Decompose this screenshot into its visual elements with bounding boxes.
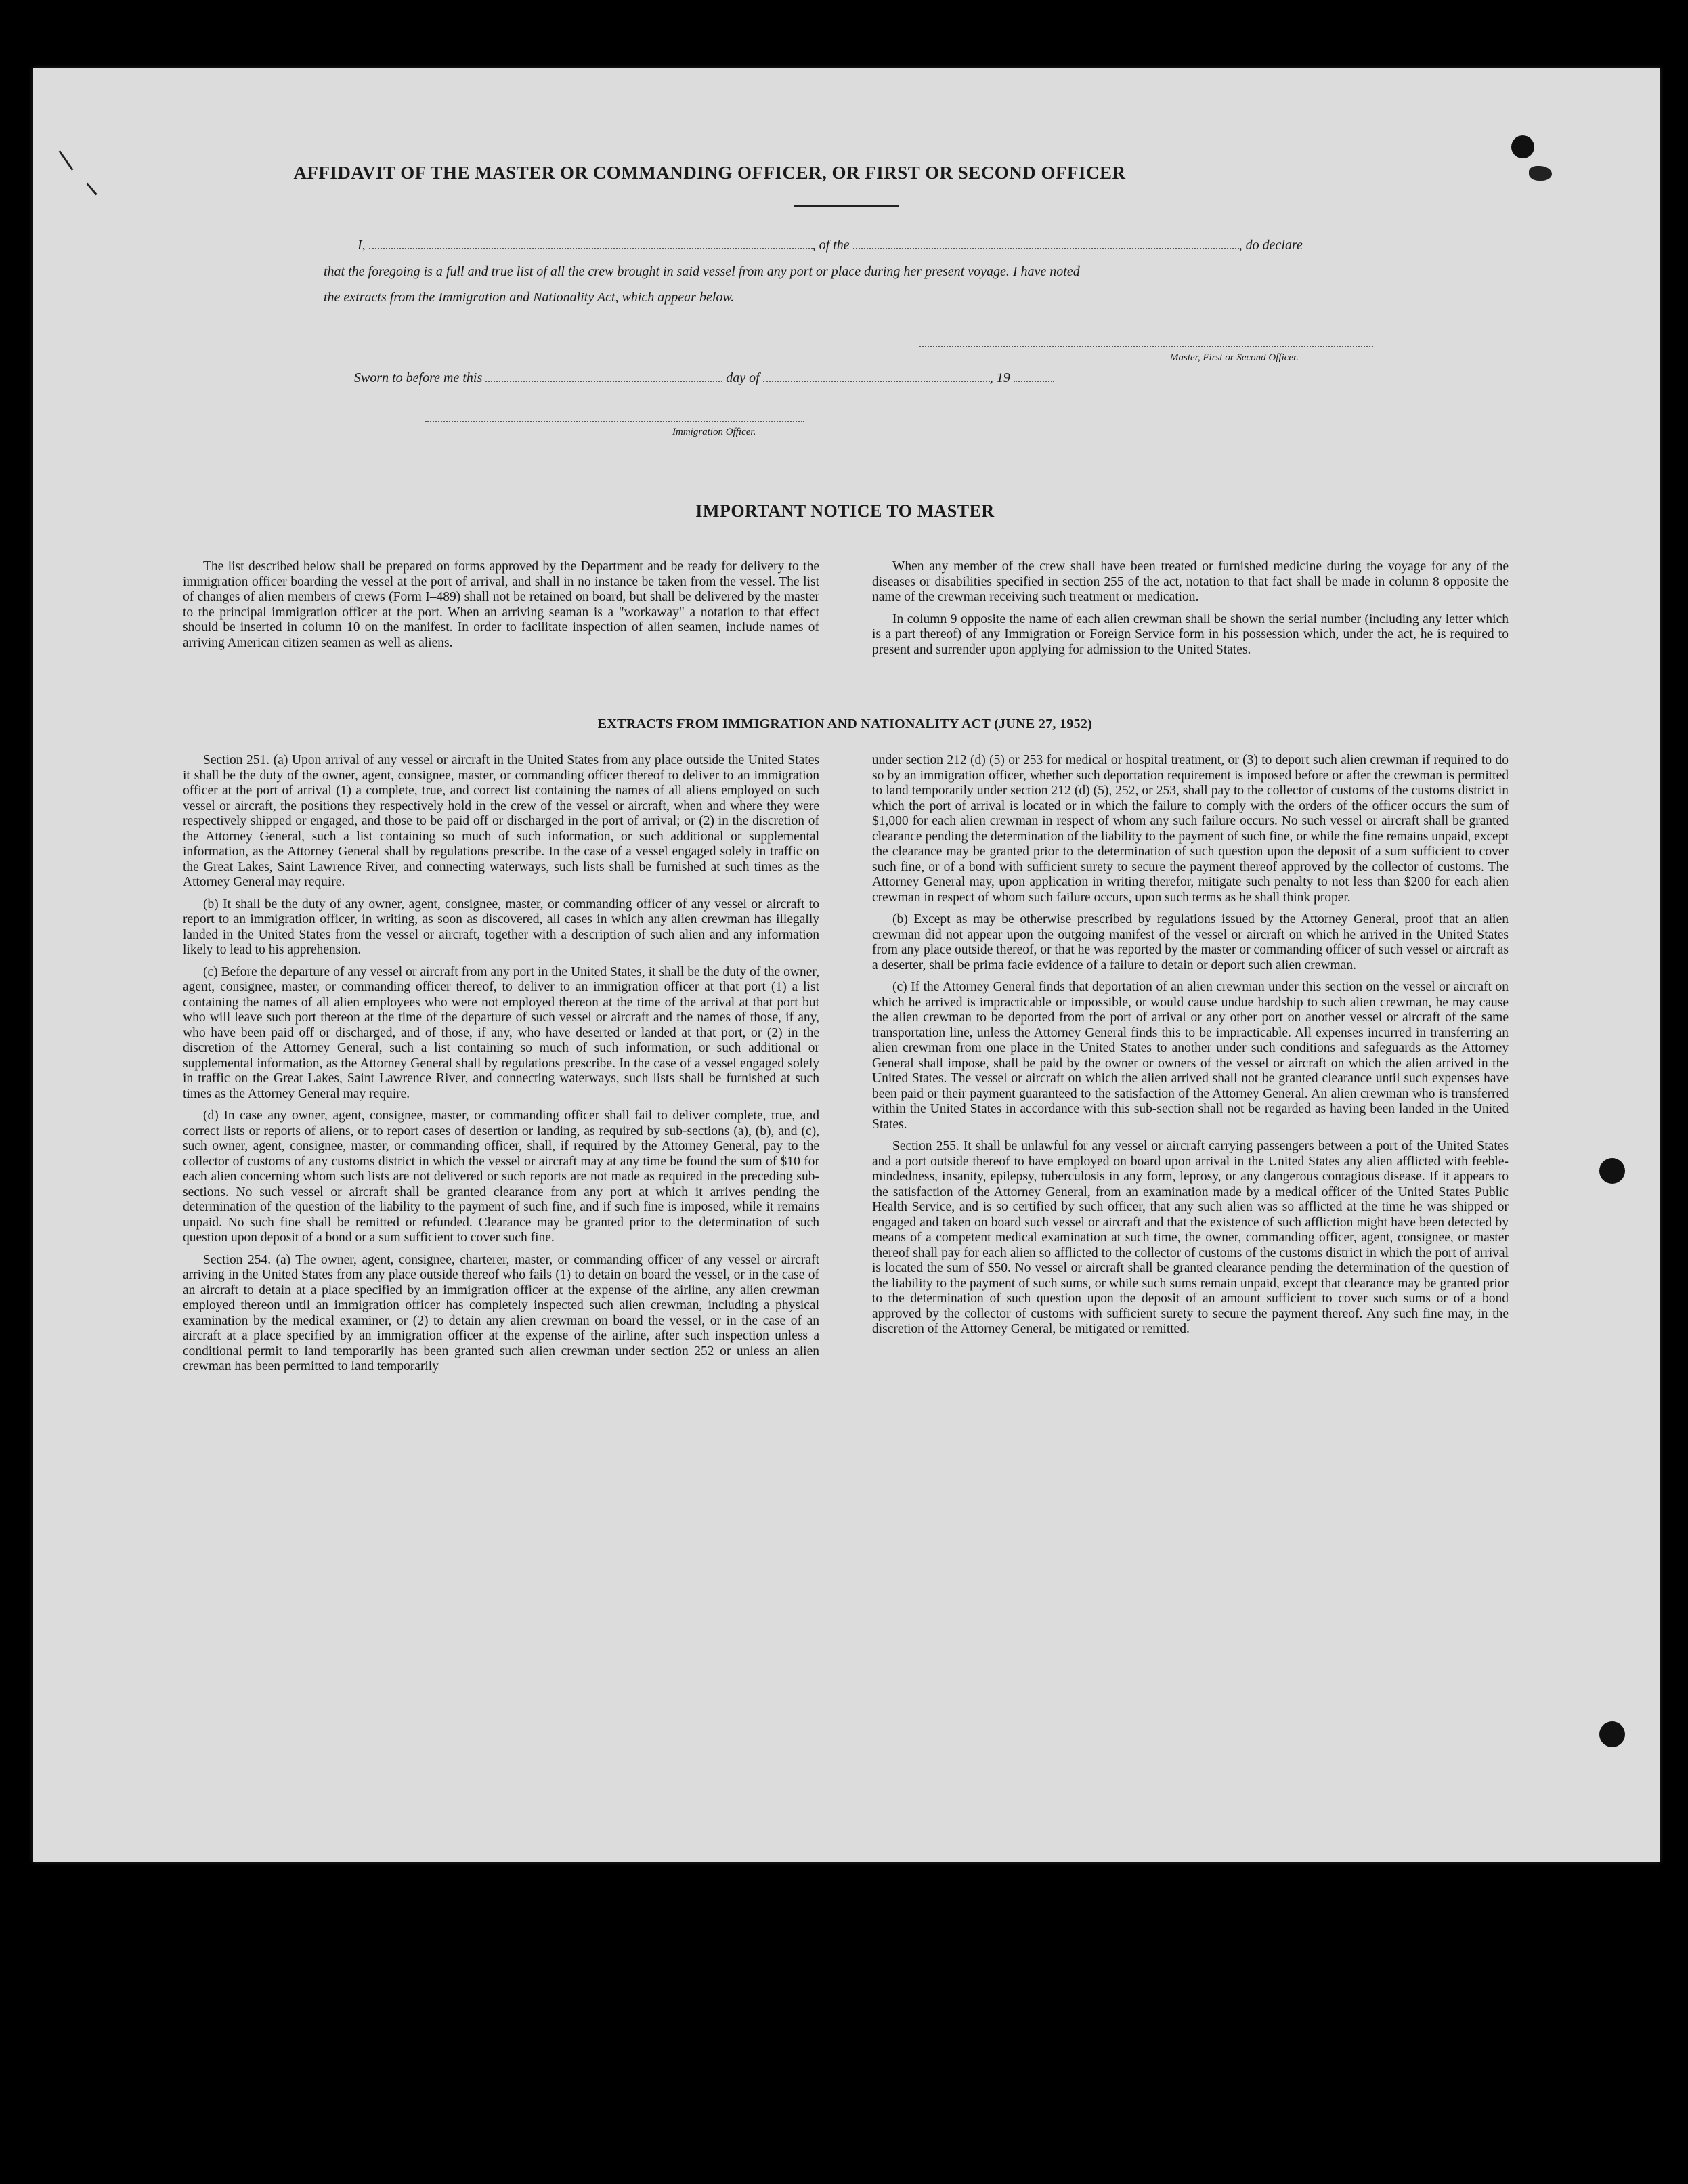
section-254-a: Section 254. (a) The owner, agent, consignee, charterer, master, or commanding officer of any vessel or aircraft arriving in the United States from any place outside thereof who fails (1) to detain on board the vessel, or in the case of an aircraft to detain at a place specified by an immigration officer at the expense of the airline, any alien crewman employed thereon until an immigration officer has completely inspected such alien crewman, including a physical examination by the medical examiner, or (2) to detain any alien crewman on board the vessel, or in the case of an aircraft at a place specified by an immigration officer at the expense of the airline, after such inspection unless a conditional permit to land temporarily has been granted such alien crewman under section 252 or unless an alien crewman has been permitted to land temporarily [183,1252,819,1373]
i-label: I, [358,238,366,253]
punch-hole-bottom [1599,1721,1625,1747]
notice-left-column [183,559,819,658]
notice-right-paragraph-2: In column 9 opposite the name of each alien crewman shall be shown the serial number (including any letter which is a part thereof) of any Immigration or Foreign Service form in his possession which, under the act, he is required to present and surrender upon applying for admission to the United States. [872,612,1509,657]
notice-right-column [872,559,1509,664]
extracts-right-column [872,753,1509,1344]
declarant-line [358,237,1303,253]
immigration-officer-label: Immigration Officer. [672,427,756,437]
section-255: Section 255. It shall be unlawful for any vessel or aircraft carrying passengers between a port of the United States and a port outside thereof to have employed on board upon arrival in the United States any alien afflicted with feeble-mindedness, insanity, epilepsy, tuberculosis in any form, leprosy, or any dangerous contagious disease. If it appears to the satisfaction of the Attorney General, from an examination made by a medical officer of the United States Public Health Service, and is so certified by such officer, that any such alien was so afflicted at the time he was shipped or engaged and taken on board such vessel or aircraft and that the existence of such affliction might have been detected by means of a competent medical examination at such time, the owner, commanding officer, agent, consignee, or master thereof shall pay for each alien so afflicted to the collector of customs of the customs district in which the port of arrival is located the sum of $50. No vessel or aircraft shall be granted clearance pending the determination of the question of the liability to the payment of such sums, or while such sums remain unpaid, except that clearance may be granted prior to the determination of such question upon the deposit of an amount sufficient to cover such sums or of a bond approved by the collector of customs with sufficient surety to secure the payment thereof. Any such fine may, in the discretion of the Attorney General, be mitigated or remitted. [872,1139,1509,1336]
section-251-b: (b) It shall be the duty of any owner, agent, consignee, master, or commanding officer of any vessel or aircraft to report to an immigration officer, in writing, as soon as discovered, all cases in which any alien crewman has illegally landed in the United States from the vessel or aircraft, together with a description of such alien and any information likely to lead to his apprehension. [183,897,819,957]
immigration-officer-signature-field[interactable] [425,410,804,422]
day-of-label: day of [726,370,760,385]
document-page [33,68,1660,1862]
declaration-text-2: the extracts from the Immigration and Nationality Act, which appear below. [324,290,735,305]
affidavit-title: AFFIDAVIT OF THE MASTER OR COMMANDING OFFICER, OR FIRST OR SECOND OFFICER [293,163,1126,183]
declarant-name-field[interactable] [369,237,813,249]
sworn-day-field[interactable] [485,370,722,382]
extracts-left-column [183,753,819,1382]
punch-hole-top [1511,135,1534,158]
punch-hole-middle [1599,1158,1625,1184]
pen-mark [59,150,74,171]
sworn-year-field[interactable] [1014,370,1054,382]
section-251-d: (d) In case any owner, agent, consignee, master, or commanding officer shall fail to deliver complete, true, and correct lists or reports of aliens, or to report cases of desertion or landing, as required by sub-sections (a), (b), and (c), such owner, agent, consignee, master, or commanding officer, shall, if required by the Attorney General, pay to the collector of customs of any customs district in which the vessel or aircraft may at any time be found the sum of $10 for each alien concerning whom such lists are not delivered or such reports are not made as required in the preceding sub-sections. No such vessel or aircraft shall be granted clearance from any port at which it arrives pending the determination of the question of the liability to the payment of such fine, and if such fine is imposed, while it remains unpaid. No such fine shall be remitted or refunded. Clearance may be granted prior to the determination of such question upon deposit of a bond or a sum sufficient to cover such fine. [183,1109,819,1245]
section-251-a: Section 251. (a) Upon arrival of any vessel or aircraft in the United States from any place outside the United States it shall be the duty of the owner, agent, consignee, master, or commanding officer thereof to deliver to an immigration officer at the port of arrival (1) a complete, true, and correct list containing the names of all aliens employed on such vessel or aircraft, the positions they respectively hold in the crew of the vessel or aircraft, when and where they were respectively shipped or engaged, and those to be paid off or discharged in the port of arrival; or (2) in the discretion of the Attorney General, such a list containing so much of such information, or such additional or supplemental information, as the Attorney General shall by regulations prescribe. In the case of a vessel engaged solely in traffic on the Great Lakes, Saint Lawrence River, and connecting waterways, such lists shall be furnished at such times as the Attorney General may require. [183,753,819,889]
extracts-title: EXTRACTS FROM IMMIGRATION AND NATIONALITY ACT (JUNE 27, 1952) [597,716,1093,731]
notice-left-paragraph: The list described below shall be prepared on forms approved by the Department and be ready for delivery to the immigration officer boarding the vessel at the port of arrival, and shall in no instance be taken from the vessel. The list of changes of alien members of crews (Form I–489) shall not be retained on board, but shall be delivered by the master to the principal immigration officer at the port. When an arriving seaman is a "workaway" a notation to that effect should be inserted in column 10 on the manifest. In order to facilitate inspection of alien seamen, include names of arriving American citizen seamen as well as aliens. [183,559,819,650]
pen-mark [86,183,97,196]
section-254-b: (b) Except as may be otherwise prescribed by regulations issued by the Attorney General, proof that an alien crewman did not appear upon the outgoing manifest of the vessel or aircraft on which he arrived in the United States from any place outside thereof, or that he was reported by the master or commanding officer of such vessel or aircraft as a deserter, shall be prima facie evidence of a failure to detain or deport such alien crewman. [872,912,1509,972]
notice-right-paragraph-1: When any member of the crew shall have been treated or furnished medicine during the voyage for any of the diseases or disabilities specified in section 255 of the act, notation to that fact shall be made in column 8 opposite the name of the crewman receiving such treatment or medication. [872,559,1509,604]
master-signature-label: Master, First or Second Officer. [1170,352,1299,363]
do-declare-label: , do declare [1238,238,1303,253]
section-251-c: (c) Before the departure of any vessel or aircraft from any port in the United States, it shall be the duty of the owner, agent, consignee, master, or commanding officer thereof, to deliver to an immigration officer at that port (1) a list containing the names of all alien employees who were not employed thereon at the time of the arrival at that port but who will leave such port thereon at the time of the departure of such vessel or aircraft and the names of those, if any, who have been paid off or discharged, and of those, if any, who have deserted or landed at that port, or (2) in the discretion of the Attorney General, such a list containing so much of such information, or such additional or supplemental information, as the Attorney General shall by regulations prescribe. In the case of a vessel engaged solely in traffic on the Great Lakes, Saint Lawrence River, and connecting waterways, such lists shall be furnished at such times as the Attorney General may require. [183,964,819,1101]
year-label: , 19 [989,370,1010,385]
of-the-label: , of the [812,238,850,253]
notice-title: IMPORTANT NOTICE TO MASTER [695,501,995,521]
sworn-line [354,370,1054,386]
sworn-label: Sworn to before me this [354,370,483,385]
vessel-name-field[interactable] [853,237,1239,249]
section-254-a-continued: under section 212 (d) (5) or 253 for medical or hospital treatment, or (3) to deport such alien crewman if required to do so by an immigration officer, whether such deportation requirement is imposed before or after the crewman is permitted to land temporarily under section 212 (d) (5), 252, or 253, shall pay to the collector of customs of the customs district in which the port of arrival is located or in which the failure to comply with the orders of the officer occurs the sum of $1,000 for each alien crewman in respect of whom any such failure occurs. No such vessel or aircraft shall be granted clearance pending the determination of the liability to the payment of such fine, or while the fine remains unpaid, except the clearance may be granted prior to the determination of such question upon the deposit of a sum sufficient to cover such fine, or of a bond with sufficient surety to secure the payment thereof approved by the collector of customs. The Attorney General may, upon application in writing therefor, mitigate such penalty to not less than $200 for each alien crewman in respect of whom such failure occurs, upon such terms as he shall think proper. [872,753,1509,905]
sworn-month-field[interactable] [763,370,990,382]
ink-blot [1529,166,1552,181]
master-signature-field[interactable] [919,335,1373,347]
section-254-c: (c) If the Attorney General finds that deportation of an alien crewman under this section on the vessel or aircraft on which he arrived is impracticable or impossible, or would cause undue hardship to such alien crewman, he may cause the alien crewman to be deported from the port of arrival or any other port on another vessel or aircraft of the same transportation line, unless the Attorney General finds this to be impracticable. All expenses incurred in transferring an alien crewman from one place in the United States to another under such conditions and safeguards as the Attorney General shall impose, shall be paid by the owner or owners of the vessel or aircraft on which the alien arrived in the United States. The vessel or aircraft on which the alien arrived shall not be granted clearance until such expenses have been paid or their payment guaranteed to the satisfaction of the Attorney General. An alien crewman who is transferred within the United States in accordance with this sub-section shall not be regarded as having been landed in the United States. [872,980,1509,1132]
title-underline [794,205,899,207]
declaration-text-1: that the foregoing is a full and true list of all the crew brought in said vessel from any port or place during her present voyage. I have noted [324,264,1080,279]
